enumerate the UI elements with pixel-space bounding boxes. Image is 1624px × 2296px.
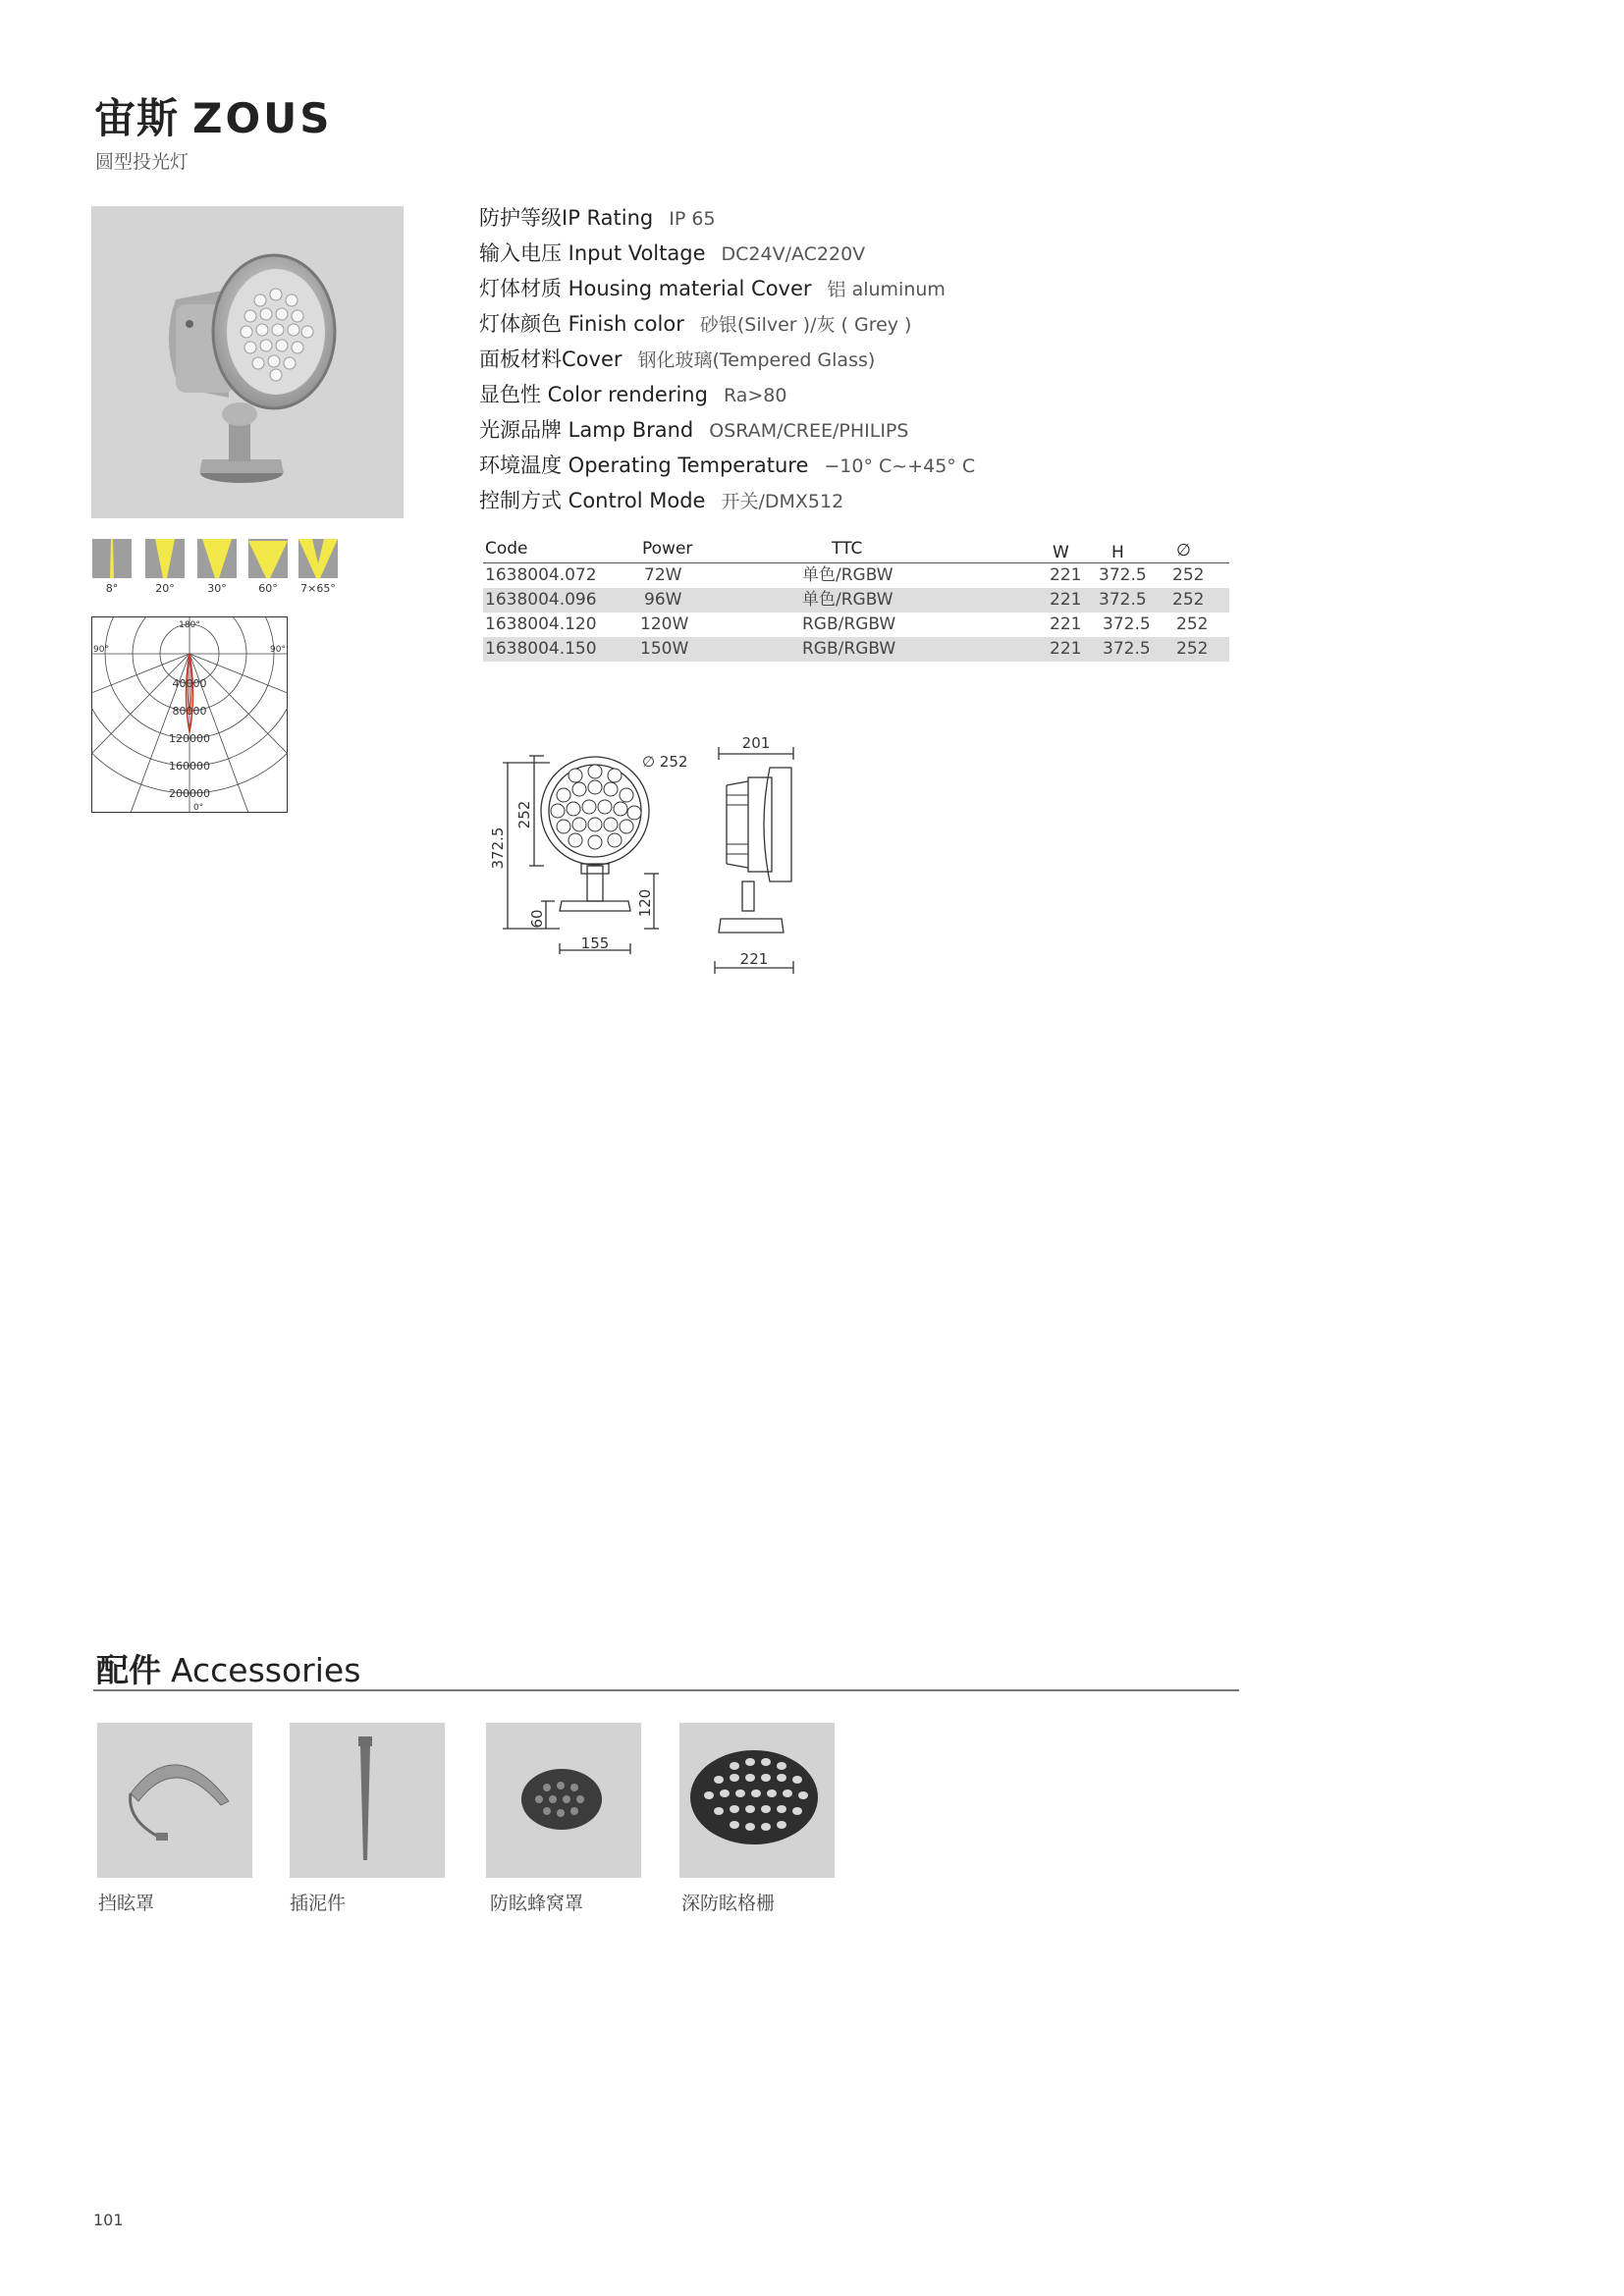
beam-icon-60 (248, 539, 288, 578)
cell-code: 1638004.120 (485, 614, 597, 634)
cell-w: 221 (1050, 614, 1082, 634)
header-ttc: TTC (832, 539, 863, 559)
spec-row (479, 236, 975, 271)
cell-power: 150W (640, 639, 689, 659)
beam-label: 8° (105, 582, 119, 595)
spec-label: 防护等级IP Rating (479, 206, 654, 230)
polar-ring-label: 200000 (169, 787, 210, 800)
spec-label: 环境温度 Operating Temperature (479, 454, 809, 477)
cell-h: 372.5 (1103, 639, 1151, 659)
beam-icon-8 (92, 539, 132, 578)
header-h: H (1111, 543, 1124, 562)
spec-value: IP 65 (669, 208, 716, 230)
accessory-label: 深防眩格栅 (681, 1893, 776, 1914)
dim-base-width: 155 (580, 934, 610, 952)
cell-ttc: 单色/RGBW (802, 590, 893, 610)
spec-value: 钢化玻璃(Tempered Glass) (637, 349, 876, 371)
spec-label: 控制方式 Control Mode (479, 489, 706, 512)
table-header-row (483, 535, 1229, 563)
cell-h: 372.5 (1099, 565, 1147, 585)
accessory-image-glare-shield (97, 1723, 252, 1878)
header-code: Code (485, 539, 528, 559)
cell-diameter: 252 (1172, 565, 1205, 585)
dimension-drawings (481, 726, 893, 995)
spec-label: 显色性 Color rendering (479, 383, 708, 406)
cell-code: 1638004.096 (485, 590, 597, 610)
cell-code: 1638004.072 (485, 565, 597, 585)
spec-row (479, 200, 975, 236)
cell-code: 1638004.150 (485, 639, 597, 659)
beam-icon-30 (197, 539, 237, 578)
dim-pole-height: 120 (636, 888, 654, 918)
spec-row (479, 412, 975, 448)
header-diameter: ∅ (1176, 541, 1191, 561)
spec-row (479, 483, 975, 518)
spec-label: 光源品牌 Lamp Brand (479, 418, 694, 442)
cell-w: 221 (1050, 590, 1082, 610)
spec-value: OSRAM/CREE/PHILIPS (709, 420, 909, 442)
spec-value: 砂银(Silver )/灰 ( Grey ) (699, 314, 912, 336)
cell-power: 72W (644, 565, 682, 585)
beam-icon-20 (145, 539, 185, 578)
page-number: 101 (93, 2211, 124, 2229)
cell-ttc: RGB/RGBW (802, 639, 896, 659)
polar-ring-label: 40000 (172, 677, 207, 690)
cell-power: 96W (644, 590, 682, 610)
spec-label: 面板材料Cover (479, 347, 623, 371)
table-row (483, 613, 1229, 637)
spec-row (479, 342, 975, 377)
beam-label: 20° (155, 582, 175, 595)
cell-w: 221 (1050, 565, 1082, 585)
spec-row (479, 448, 975, 483)
beam-label: 7×65° (300, 582, 336, 595)
spec-value: 开关/DMX512 (721, 491, 844, 512)
polar-angle-label: 180° (179, 620, 200, 630)
accessory-label: 插泥件 (290, 1893, 347, 1914)
polar-angle-label: 90° (93, 645, 109, 655)
spec-label: 灯体颜色 Finish color (479, 312, 684, 336)
spec-value: 铝 aluminum (827, 279, 946, 300)
title-cn: 宙斯 (94, 94, 180, 142)
polar-angle-label: 90° (270, 645, 286, 655)
accessories-title-cn: 配件 (96, 1651, 161, 1689)
spec-value: DC24V/AC220V (721, 243, 866, 265)
accessories-title-en: Accessories (171, 1651, 361, 1689)
cell-w: 221 (1050, 639, 1082, 659)
header-w: W (1053, 543, 1069, 562)
table-row (483, 637, 1229, 662)
beam-label: 60° (258, 582, 278, 595)
cell-diameter: 252 (1172, 590, 1205, 610)
spec-row (479, 377, 975, 412)
product-subtitle: 圆型投光灯 (95, 151, 189, 173)
dim-head-height: 252 (515, 800, 533, 829)
dim-base-height: 60 (528, 909, 546, 929)
section-divider (93, 1689, 1239, 1691)
accessory-image-ground-spike (290, 1723, 445, 1878)
cell-h: 372.5 (1099, 590, 1147, 610)
accessories-heading (96, 1645, 360, 1691)
cell-diameter: 252 (1176, 639, 1209, 659)
product-photo (91, 206, 404, 518)
beam-label: 30° (207, 582, 227, 595)
spec-label: 灯体材质 Housing material Cover (479, 277, 812, 300)
accessory-label: 挡眩罩 (98, 1893, 155, 1914)
accessory-image-deep-anti-glare-grille (679, 1723, 835, 1878)
spec-row (479, 271, 975, 306)
spec-list (479, 200, 975, 518)
spec-value: −10° C~+45° C (824, 455, 976, 477)
accessory-label: 防眩蜂窝罩 (490, 1893, 584, 1914)
product-title (94, 86, 333, 145)
polar-light-distribution-diagram (91, 616, 288, 817)
polar-ring-label: 80000 (172, 705, 207, 718)
spec-label: 输入电压 Input Voltage (479, 241, 706, 265)
dim-diameter: ∅ 252 (642, 753, 688, 771)
model-table (483, 535, 1229, 662)
table-row (483, 588, 1229, 613)
spec-value: Ra>80 (723, 385, 787, 406)
cell-diameter: 252 (1176, 614, 1209, 634)
table-row (483, 563, 1229, 588)
dim-side-depth: 201 (741, 734, 771, 752)
cell-power: 120W (640, 614, 689, 634)
beam-icon-7x65 (298, 539, 338, 578)
cell-ttc: RGB/RGBW (802, 614, 896, 634)
cell-ttc: 单色/RGBW (802, 565, 893, 585)
header-power: Power (642, 539, 693, 559)
polar-ring-label: 160000 (169, 760, 210, 773)
polar-angle-label: 0° (193, 803, 204, 813)
spec-row (479, 306, 975, 342)
accessory-image-honeycomb-louver (486, 1723, 641, 1878)
dim-side-width: 221 (739, 950, 769, 968)
title-en: ZOUS (192, 94, 333, 142)
polar-ring-label: 120000 (169, 732, 210, 745)
cell-h: 372.5 (1103, 614, 1151, 634)
dim-height-total: 372.5 (489, 827, 507, 870)
